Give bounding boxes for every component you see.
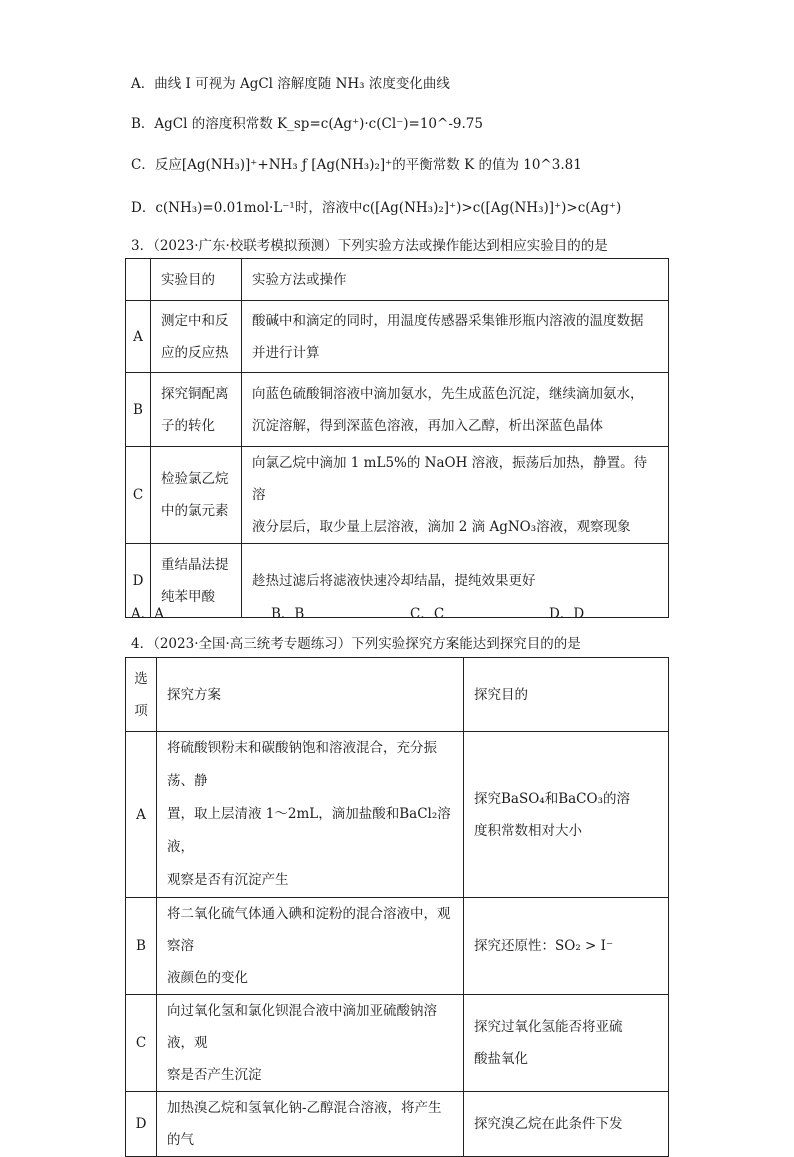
- table-header-row: [126, 658, 669, 732]
- choice-a[interactable]: A．A: [131, 606, 164, 622]
- choice-c[interactable]: C．C: [410, 606, 445, 622]
- row-label: C: [126, 995, 157, 1092]
- option-b: B．AgCl 的溶度积常数 K_sp=c(Ag⁺)·c(Cl⁻)=10^-9.75: [131, 116, 483, 132]
- row-method: 趁热过滤后将滤液快速冷却结晶，提纯效果更好: [242, 544, 669, 618]
- table-row: [126, 373, 669, 447]
- row-purpose: 重结晶法提 纯苯甲酸: [151, 544, 242, 618]
- row-method: 酸碱中和滴定的同时，用温度传感器采集锥形瓶内溶液的温度数据 并进行计算: [242, 301, 669, 373]
- header-goal: 探究目的: [464, 658, 669, 732]
- row-label: B: [126, 373, 151, 447]
- header-empty: [126, 259, 151, 301]
- header-option: 选 项: [126, 658, 157, 732]
- row-method: 向氯乙烷中滴加 1 mL5%的 NaOH 溶液，振荡后加热，静置。待溶 液分层后，取少量上层溶液，滴加 2 滴 AgNO₃溶液，观察现象: [242, 447, 669, 544]
- row-method: 向蓝色硫酸铜溶液中滴加氨水，先生成蓝色沉淀，继续滴加氨水， 沉淀溶解，得到深蓝色溶液，再加入乙醇，析出深蓝色晶体: [242, 373, 669, 447]
- row-purpose: 测定中和反 应的反应热: [151, 301, 242, 373]
- table-row: [126, 447, 669, 544]
- row-label: C: [126, 447, 151, 544]
- question-4-stem: 4．（2023·全国·高三统考专题练习）下列实验探究方案能达到探究目的的是: [131, 636, 581, 652]
- option-a: A．曲线 I 可视为 AgCl 溶解度随 NH₃ 浓度变化曲线: [131, 76, 450, 92]
- header-method: 实验方法或操作: [242, 259, 669, 301]
- table-row: [126, 732, 669, 898]
- row-purpose: 探究铜配离 子的转化: [151, 373, 242, 447]
- row-plan: 向过氧化氢和氯化钡混合液中滴加亚硫酸钠溶液，观 察是否产生沉淀: [157, 995, 464, 1092]
- question-3-table: [125, 258, 669, 618]
- row-plan: 将二氧化硫气体通入碘和淀粉的混合溶液中，观察溶 液颜色的变化: [157, 898, 464, 995]
- row-label: D: [126, 1092, 157, 1157]
- row-label: D: [126, 544, 151, 618]
- row-goal: 探究BaSO₄和BaCO₃的溶 度积常数相对大小: [464, 732, 669, 898]
- question-4-table: [125, 657, 669, 1157]
- choice-b[interactable]: B．B: [271, 606, 305, 622]
- question-3-stem: 3．（2023·广东·校联考模拟预测）下列实验方法或操作能达到相应实验目的的是: [131, 238, 608, 254]
- option-c: C．反应[Ag(NH₃)]⁺+NH₃ ƒ [Ag(NH₃)₂]⁺的平衡常数 K 的值为 10^3.81: [131, 157, 582, 173]
- table-row: [126, 544, 669, 618]
- header-plan: 探究方案: [157, 658, 464, 732]
- row-goal: 探究溴乙烷在此条件下发: [464, 1092, 669, 1157]
- row-purpose: 检验氯乙烷 中的氯元素: [151, 447, 242, 544]
- row-goal: 探究还原性：SO₂ > I⁻: [464, 898, 669, 995]
- row-plan: 加热溴乙烷和氢氧化钠-乙醇混合溶液，将产生的气: [157, 1092, 464, 1157]
- table-row: [126, 898, 669, 995]
- row-label: A: [126, 301, 151, 373]
- table-row: [126, 301, 669, 373]
- table-header-row: [126, 259, 669, 301]
- table-row: [126, 1092, 669, 1157]
- table-row: [126, 995, 669, 1092]
- choice-d[interactable]: D．D: [549, 606, 585, 622]
- row-goal: 探究过氧化氢能否将亚硫 酸盐氧化: [464, 995, 669, 1092]
- row-plan: 将硫酸钡粉末和碳酸钠饱和溶液混合，充分振荡、静 置，取上层清液 1～2mL，滴加盐酸和BaCl₂溶液， 观察是否有沉淀产生: [157, 732, 464, 898]
- header-purpose: 实验目的: [151, 259, 242, 301]
- row-label: B: [126, 898, 157, 995]
- row-label: A: [126, 732, 157, 898]
- option-d: D．c(NH₃)=0.01mol·L⁻¹时，溶液中c([Ag(NH₃)₂]⁺)>c([Ag(NH₃)]⁺)>c(Ag⁺): [131, 200, 622, 216]
